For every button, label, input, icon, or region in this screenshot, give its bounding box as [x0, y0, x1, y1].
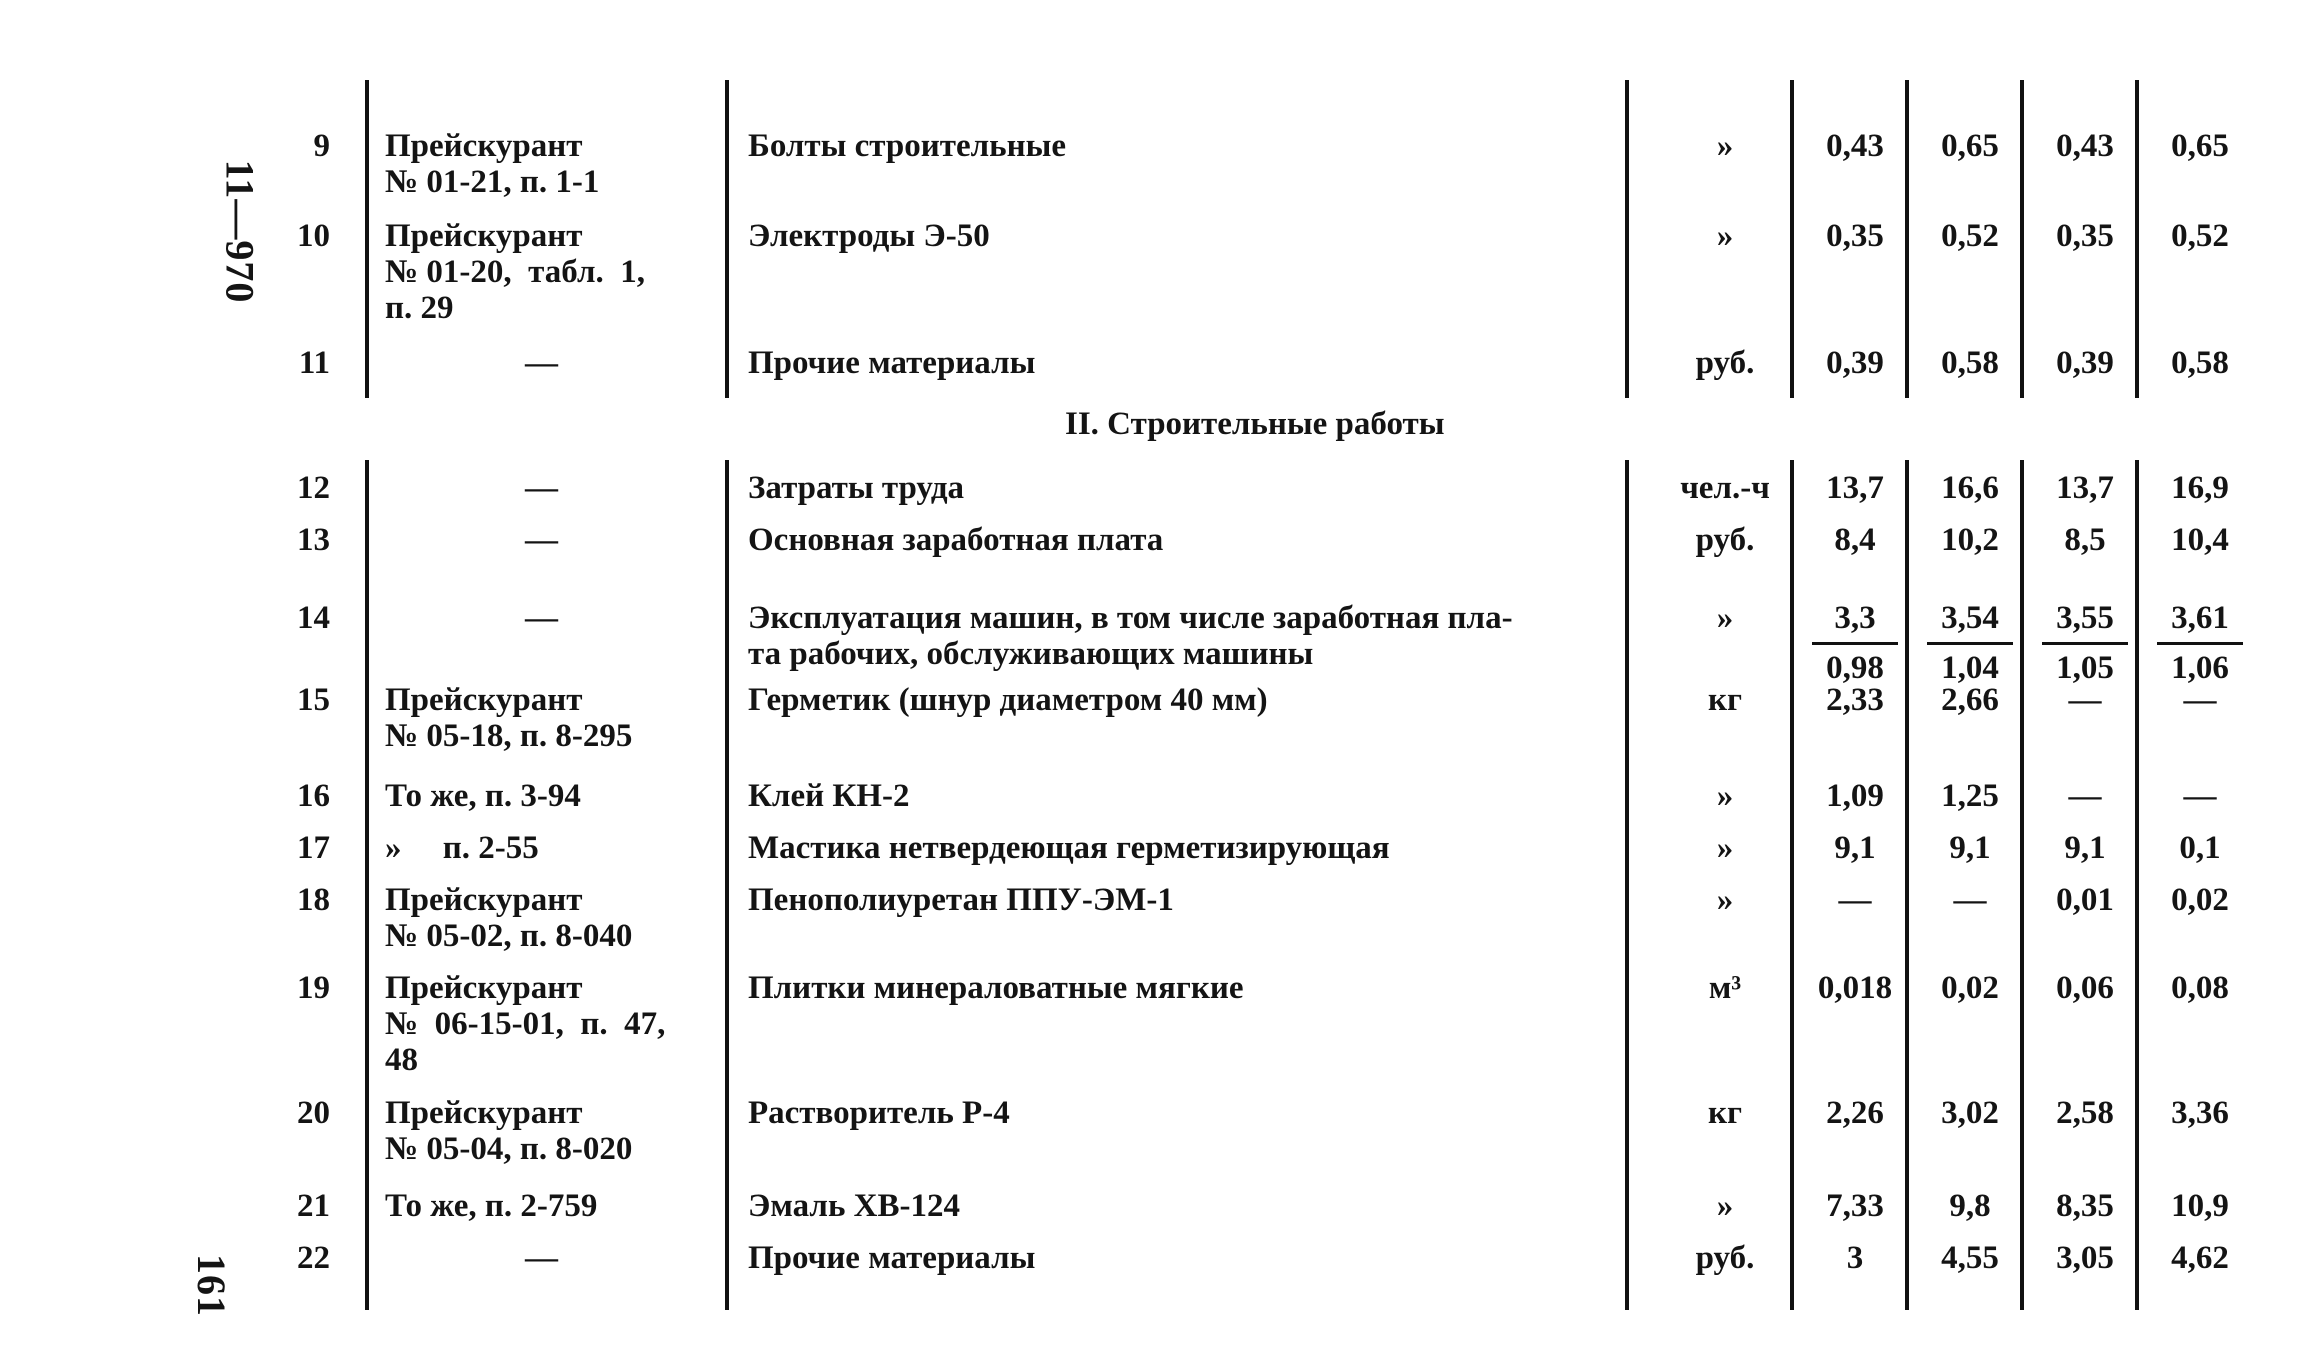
part-b-column-rule [1790, 460, 1794, 1310]
part-b-row-number: 12 [297, 470, 330, 506]
part-b-row-value-secondary: 0,98 [1826, 650, 1884, 686]
part-a-row-name: Электроды Э-50 [748, 218, 990, 254]
part-b-row-value: 8,35 [2056, 1188, 2114, 1224]
part-a-row-value: 0,58 [1941, 345, 1999, 381]
part-b-row-name: Герметик (шнур диаметром 40 мм) [748, 682, 1268, 718]
part-b-row-value: 7,33 [1826, 1188, 1884, 1224]
part-b-row-value: 0,06 [2056, 970, 2114, 1006]
part-b-row-value: 3,3 [1834, 600, 1876, 636]
part-a-row-unit: » [1716, 218, 1734, 254]
part-a-row-value: 0,43 [1826, 128, 1884, 164]
part-b-row-unit: чел.-ч [1680, 470, 1770, 506]
part-b-row-number: 20 [297, 1095, 330, 1131]
part-b-row-unit: » [1716, 882, 1734, 918]
part-b-column-rule [365, 460, 369, 1310]
part-b-row-value: 1,09 [1826, 778, 1884, 814]
part-b-row-value: 8,5 [2064, 522, 2106, 558]
part-b-row-value: 10,9 [2171, 1188, 2229, 1224]
part-b-row-value: 3,61 [2171, 600, 2229, 636]
part-b-row-number: 17 [297, 830, 330, 866]
side-page-ref: 11—970 [217, 159, 263, 304]
part-a-column-rule [1625, 80, 1629, 398]
part-b-row-value: 10,4 [2171, 522, 2229, 558]
part-b-row-source: То же, п. 3-94 [385, 778, 581, 814]
section-title: II. Строительные работы [1065, 406, 1445, 442]
part-a-row-value: 0,43 [2056, 128, 2114, 164]
part-b-row-name: Основная заработная плата [748, 522, 1164, 558]
part-b-row-source: » п. 2-55 [385, 830, 539, 866]
part-b-row-source: — [525, 600, 558, 636]
fraction-bar [1927, 642, 2013, 645]
part-a-column-rule [725, 80, 729, 398]
part-b-row-value: 0,1 [2179, 830, 2221, 866]
part-b-row-value: — [1953, 882, 1987, 918]
part-b-row-source: Прейскурант № 05-02, п. 8-040 [385, 882, 633, 954]
part-b-row-value: 13,7 [1826, 470, 1884, 506]
part-b-row-value: 2,33 [1826, 682, 1884, 718]
part-b-row-value: — [2183, 778, 2217, 814]
part-b-row-name: Затраты труда [748, 470, 965, 506]
part-b-row-value: 2,58 [2056, 1095, 2114, 1131]
part-b-row-value: 3,02 [1941, 1095, 1999, 1131]
part-b-row-value: 3,36 [2171, 1095, 2229, 1131]
part-b-row-name: Пенополиуретан ППУ-ЭМ-1 [748, 882, 1174, 918]
part-b-row-value: 0,018 [1817, 970, 1893, 1006]
part-b-row-value: 9,1 [1949, 830, 1991, 866]
part-b-row-value: — [2068, 682, 2102, 718]
part-b-row-unit: » [1716, 1188, 1734, 1224]
part-b-row-unit: » [1716, 778, 1734, 814]
part-b-row-value: 2,26 [1826, 1095, 1884, 1131]
part-a-row-value: 0,35 [2056, 218, 2114, 254]
part-b-row-name: Плитки минераловатные мягкие [748, 970, 1244, 1006]
part-b-row-name: Эмаль ХВ-124 [748, 1188, 960, 1224]
part-a-row-name: Болты строительные [748, 128, 1066, 164]
part-b-row-value: 10,2 [1941, 522, 1999, 558]
part-b-row-source: — [525, 522, 558, 558]
part-b-row-source: — [525, 470, 558, 506]
part-b-row-source: Прейскурант № 05-04, п. 8-020 [385, 1095, 633, 1167]
part-b-row-unit: кг [1708, 1095, 1742, 1131]
part-b-row-value-secondary: 1,06 [2171, 650, 2229, 686]
fraction-bar [1812, 642, 1898, 645]
side-page-number: 161 [189, 1254, 234, 1317]
part-b-row-value: 0,01 [2056, 882, 2114, 918]
fraction-bar [2042, 642, 2128, 645]
part-b-row-unit: руб. [1695, 1240, 1755, 1276]
part-b-row-unit: м³ [1708, 970, 1742, 1006]
part-b-row-source: Прейскурант № 06-15-01, п. 47, 48 [385, 970, 666, 1078]
part-b-row-name: Прочие материалы [748, 1240, 1036, 1276]
part-b-row-number: 18 [297, 882, 330, 918]
part-a-row-name: Прочие материалы [748, 345, 1036, 381]
part-b-row-value: 4,55 [1941, 1240, 1999, 1276]
part-a-row-number: 9 [313, 128, 330, 164]
part-b-row-number: 13 [297, 522, 330, 558]
part-b-row-number: 21 [297, 1188, 330, 1224]
part-a-row-source: Прейскурант № 01-20, табл. 1, п. 29 [385, 218, 645, 326]
part-a-row-unit: » [1716, 128, 1734, 164]
part-b-row-value: 0,02 [1941, 970, 1999, 1006]
part-b-row-value: 9,1 [1834, 830, 1876, 866]
part-b-row-name: Мастика нетвердеющая герметизирующая [748, 830, 1390, 866]
part-b-row-value: — [2068, 778, 2102, 814]
part-a-row-source: Прейскурант № 01-21, п. 1-1 [385, 128, 600, 200]
part-b-row-value: 3,55 [2056, 600, 2114, 636]
part-b-row-source: Прейскурант № 05-18, п. 8-295 [385, 682, 633, 754]
part-a-row-source: — [525, 345, 558, 381]
part-b-row-number: 14 [297, 600, 330, 636]
part-b-row-value: 4,62 [2171, 1240, 2229, 1276]
part-b-column-rule [725, 460, 729, 1310]
part-b-row-number: 16 [297, 778, 330, 814]
part-a-row-value: 0,65 [1941, 128, 1999, 164]
part-b-row-value: 1,25 [1941, 778, 1999, 814]
part-b-row-number: 22 [297, 1240, 330, 1276]
part-b-row-value: 3,54 [1941, 600, 1999, 636]
fraction-bar [2157, 642, 2243, 645]
part-a-row-value: 0,58 [2171, 345, 2229, 381]
part-b-row-name: Растворитель Р-4 [748, 1095, 1010, 1131]
part-a-row-number: 10 [297, 218, 330, 254]
part-b-row-source: То же, п. 2-759 [385, 1188, 598, 1224]
part-a-row-value: 0,39 [1826, 345, 1884, 381]
part-b-row-value: 16,6 [1941, 470, 1999, 506]
part-a-row-value: 0,35 [1826, 218, 1884, 254]
part-b-row-value: 8,4 [1834, 522, 1876, 558]
part-b-row-value: 2,66 [1941, 682, 1999, 718]
part-b-row-value-secondary: 1,05 [2056, 650, 2114, 686]
part-b-row-source: — [525, 1240, 558, 1276]
part-b-row-value: 0,08 [2171, 970, 2229, 1006]
part-b-row-value: 9,8 [1949, 1188, 1991, 1224]
part-b-row-value: 16,9 [2171, 470, 2229, 506]
part-a-row-value: 0,52 [1941, 218, 1999, 254]
part-b-row-value: 9,1 [2064, 830, 2106, 866]
part-b-row-value: 13,7 [2056, 470, 2114, 506]
part-b-row-value: — [2183, 682, 2217, 718]
part-a-row-value: 0,52 [2171, 218, 2229, 254]
part-b-row-value: 3 [1846, 1240, 1864, 1276]
part-b-row-value: 0,02 [2171, 882, 2229, 918]
part-a-column-rule [1790, 80, 1794, 398]
part-a-row-unit: руб. [1695, 345, 1755, 381]
part-b-row-value-secondary: 1,04 [1941, 650, 1999, 686]
part-b-row-name: Клей КН-2 [748, 778, 910, 814]
part-b-row-number: 15 [297, 682, 330, 718]
part-b-row-number: 19 [297, 970, 330, 1006]
part-a-column-rule [365, 80, 369, 398]
part-b-row-unit: руб. [1695, 522, 1755, 558]
part-a-row-value: 0,65 [2171, 128, 2229, 164]
part-b-row-unit: кг [1708, 682, 1742, 718]
part-a-row-value: 0,39 [2056, 345, 2114, 381]
part-a-row-number: 11 [298, 345, 330, 381]
part-b-row-unit: » [1716, 830, 1734, 866]
part-b-column-rule [1625, 460, 1629, 1310]
part-b-row-unit: » [1716, 600, 1734, 636]
part-b-row-value: — [1838, 882, 1872, 918]
part-b-row-name: Эксплуатация машин, в том числе заработная пла- та рабочих, обслуживающих машины [748, 600, 1513, 672]
part-b-row-value: 3,05 [2056, 1240, 2114, 1276]
